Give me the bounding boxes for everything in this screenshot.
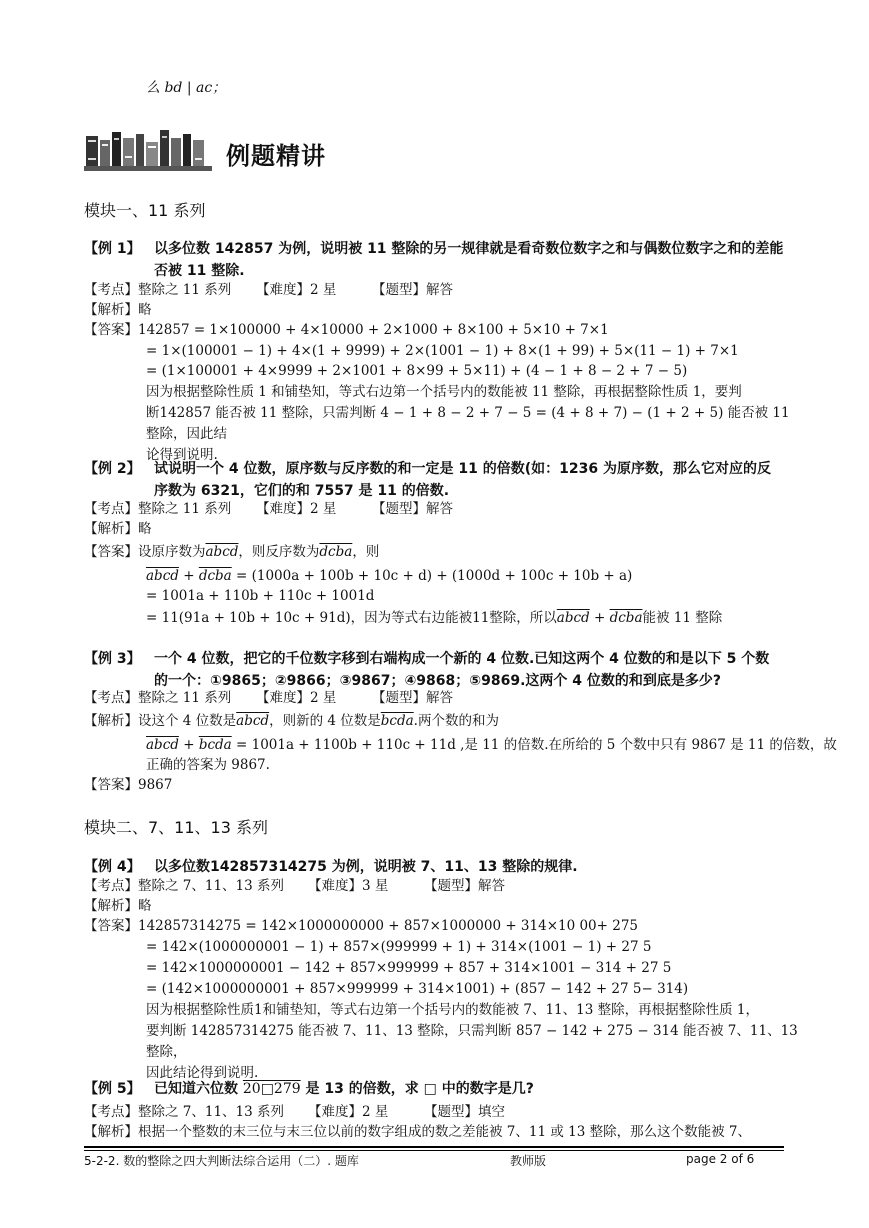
example-2-answer-line2: abcd + dcba = (1000a + 100b + 10c + d) + (1000d + 100c + 10b + a) [146,568,633,584]
example-2-tag: 【例 2】 [84,461,141,477]
example-1-meta: 【考点】整除之 11 系列 【难度】2 星 【题型】解答 [84,282,453,298]
module-1-heading: 模块一、11 系列 [84,201,206,220]
example-4-answer: 【答案】142857314275 = 142×1000000000 + 857×1000000 + 314×10 00+ 275 [84,918,639,934]
example-1-answer: 【答案】142857 = 1×100000 + 4×10000 + 2×1000 + 8×100 + 5×10 + 7×1 [84,322,609,338]
example-2-answer-line4: = 11(91a + 10b + 10c + 91d)，因为等式右边能被11整除，所以abcd + dcba能被 11 整除 [146,610,723,626]
section-header [84,128,384,174]
example-3-tag: 【例 3】 [84,651,141,667]
example-2-answer: 【答案】设原序数为abcd，则反序数为dcba，则 [84,544,380,560]
bookshelf-logo-icon [84,128,214,172]
example-3-analysis-line3: 正确的答案为 9867. [146,757,270,773]
example-4-analysis: 【解析】略 [84,898,152,914]
example-4-answer-line4: = (142×1000000001 + 857×999999 + 314×1001) + (857 − 142 + 27 5− 314) [146,981,689,997]
top-line: 么 bd | ac； [146,80,227,96]
example-2-meta: 【考点】整除之 11 系列 【难度】2 星 【题型】解答 [84,501,453,517]
example-1-tag: 【例 1】 [84,241,141,257]
example-5-meta: 【考点】整除之 7、11、13 系列 【难度】2 星 【题型】填空 [84,1104,505,1120]
module-2-heading: 模块二、7、11、13 系列 [84,818,268,837]
footer-rule-thin [84,1150,784,1151]
example-5-analysis: 【解析】根据一个整数的末三位与末三位以前的数字组成的数之差能被 7、11 或 13 整除，那么这个数能被 7、 [84,1124,751,1140]
example-4-meta: 【考点】整除之 7、11、13 系列 【难度】3 星 【题型】解答 [84,878,505,894]
example-1-question: 以多位数 142857 为例，说明被 11 整除的另一规律就是看奇数位数字之和与偶数位数字之和的差能 否被 11 整除. [154,241,784,279]
footer-edition: 教师版 [510,1154,547,1168]
example-3-analysis: 【解析】设这个 4 位数是abcd，则新的 4 位数是bcda.两个数的和为 [84,713,499,729]
section-title: 例题精讲 [226,142,326,170]
example-3-analysis-line2: abcd + bcda = 1001a + 1100b + 110c + 11d ,是 11 的倍数.在所给的 5 个数中只有 9867 是 11 的倍数，故 [146,737,837,753]
example-4-explanation: 因为根据整除性质1和铺垫知，等式右边第一个括号内的数能被 7、11、13 整除，再根据整除性质 1， 要判断 142857314275 能否被 7、11、13 整除，只需判断 857 − 142 + 275 − 314 能否被 7、11、13 整除， 因此结论得到说明. [146,1002,798,1081]
example-2-analysis: 【解析】略 [84,521,152,537]
footer-title: 5-2-2. 数的整除之四大判断法综合运用（二）. 题库 [84,1154,359,1168]
example-3-meta: 【考点】整除之 11 系列 【难度】2 星 【题型】解答 [84,690,453,706]
example-3-question: 一个 4 位数，把它的千位数字移到右端构成一个新的 4 位数.已知这两个 4 位数的和是以下 5 个数 的一个：①9865；②9866；③9867；④9868；⑤9869.这两个 4 位数的和到底是多少? [154,651,770,689]
example-1-analysis: 【解析】略 [84,302,152,318]
example-4-answer-line2: = 142×(1000000001 − 1) + 857×(999999 + 1) + 314×(1001 − 1) + 27 5 [146,939,652,955]
example-4-tag: 【例 4】 [84,859,141,875]
example-4-question: 以多位数142857314275 为例，说明被 7、11、13 整除的规律. [154,859,578,875]
footer-page-number: page 2 of 6 [686,1152,755,1166]
example-1-answer-line2: = 1×(100001 − 1) + 4×(1 + 9999) + 2×(1001 − 1) + 8×(1 + 99) + 5×(11 − 1) + 7×1 [146,343,739,359]
footer-rule [84,1146,784,1148]
example-2-answer-line3: = 1001a + 110b + 110c + 1001d [146,588,375,604]
example-5-tag: 【例 5】 [84,1081,141,1097]
example-2-question: 试说明一个 4 位数，原序数与反序数的和一定是 11 的倍数(如：1236 为原序数，那么它对应的反 序数为 6321，它们的和 7557 是 11 的倍数. [154,461,771,499]
example-1-explanation: 因为根据整除性质 1 和铺垫知，等式右边第一个括号内的数能被 11 整除，再根据整除性质 1，要判 断142857 能否被 11 整除，只需判断 4 − 1 + 8 − 2 + 7 − 5 = (4 + 8 + 7) − (1 + 2 + 5) 能否被 11 整除，因此结 论得到说明. [146,384,790,463]
example-3-answer: 【答案】9867 [84,777,173,793]
example-4-answer-line3: = 142×1000000001 − 142 + 857×999999 + 857 + 314×1001 − 314 + 27 5 [146,960,672,976]
example-1-answer-line3: = (1×100001 + 4×9999 + 2×1001 + 8×99 + 5×11) + (4 − 1 + 8 − 2 + 7 − 5) [146,363,688,379]
example-5-question: 已知道六位数 20□279 是 13 的倍数，求 □ 中的数字是几? [154,1081,534,1097]
